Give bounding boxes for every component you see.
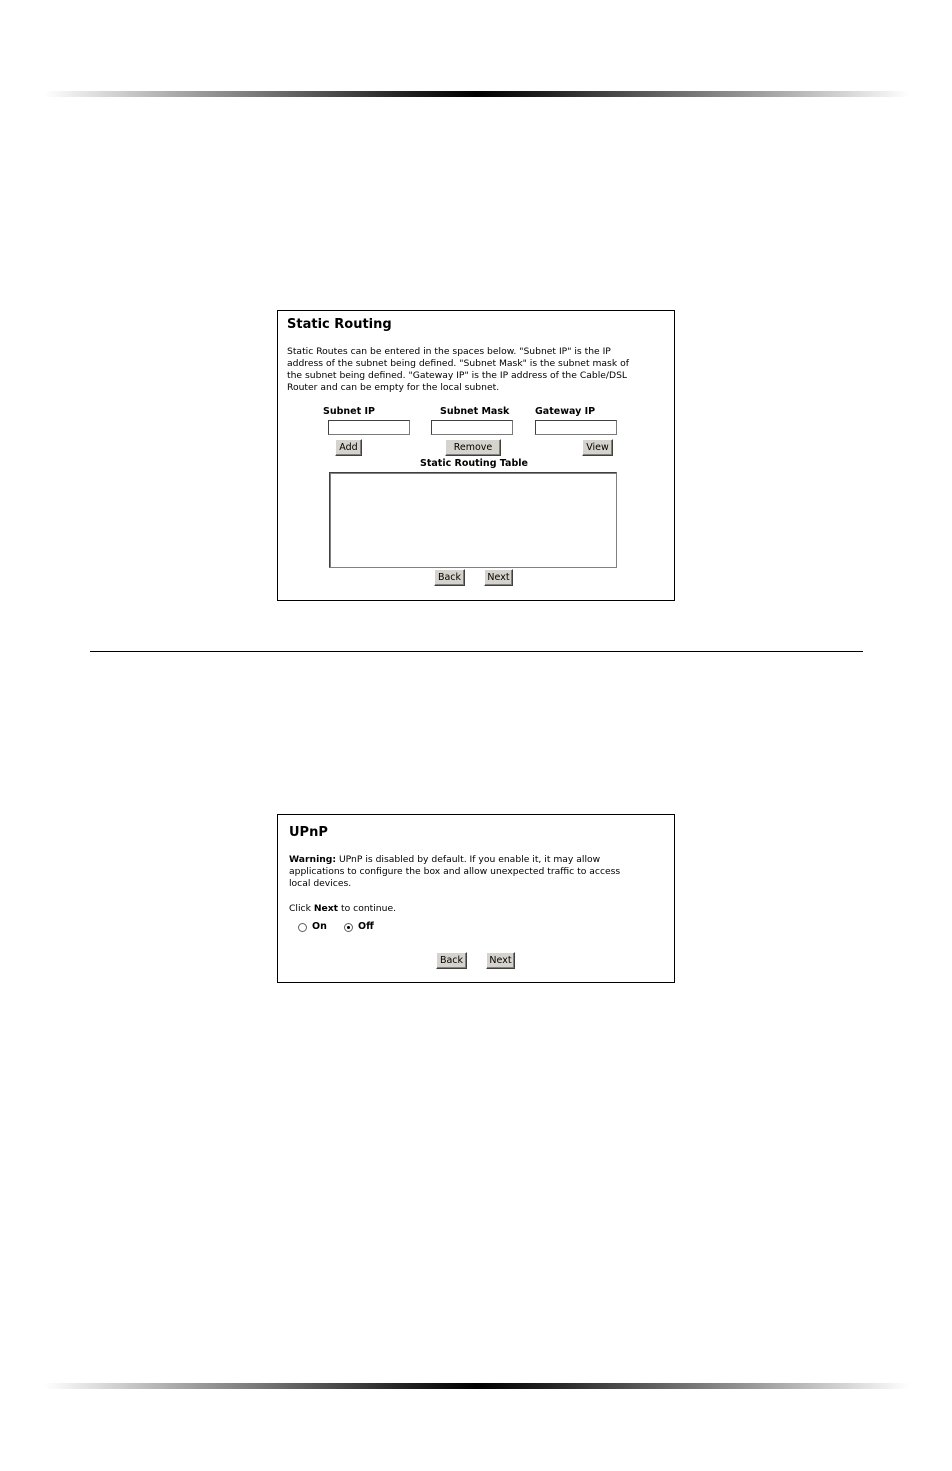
top-decorative-bar (44, 91, 910, 97)
upnp-warning-line-1 (289, 854, 600, 866)
bottom-decorative-bar (44, 1383, 910, 1389)
static-routing-description-line-4: Router and can be empty for the local subnet. (287, 382, 500, 393)
static-routing-panel (277, 310, 675, 601)
remove-button[interactable]: Remove (445, 439, 501, 456)
section-divider (90, 651, 863, 652)
static-routing-title: Static Routing (287, 317, 392, 332)
view-button[interactable]: View (582, 439, 613, 456)
upnp-warning-line-2: applications to configure the box and allow unexpected traffic to access (289, 866, 621, 877)
upnp-warning-bold: Warning: (289, 854, 337, 865)
subnet-mask-input[interactable] (431, 420, 513, 435)
upnp-title: UPnP (289, 825, 328, 840)
upnp-on-radio[interactable] (298, 923, 307, 932)
subnet-mask-label: Subnet Mask (440, 406, 510, 417)
upnp-on-label: On (312, 921, 327, 932)
upnp-warning-line-3: local devices. (289, 878, 352, 889)
next-button[interactable]: Next (484, 569, 513, 586)
static-routing-table-label: Static Routing Table (420, 458, 528, 469)
static-routing-description-line-1: Static Routes can be entered in the spaces below. "Subnet IP" is the IP (287, 346, 611, 357)
click-suffix: to continue. (338, 903, 397, 914)
static-routing-table-listbox[interactable] (329, 472, 617, 568)
static-routing-description-line-2: address of the subnet being defined. "Subnet Mask" is the subnet mask of (287, 358, 629, 369)
upnp-panel (277, 814, 675, 983)
back-button[interactable]: Back (434, 569, 465, 586)
upnp-warning-text: UPnP is disabled by default. If you enable it, it may allow (336, 854, 601, 865)
upnp-back-button[interactable]: Back (436, 952, 467, 969)
upnp-off-radio[interactable] (344, 923, 353, 932)
upnp-next-button[interactable]: Next (486, 952, 515, 969)
subnet-ip-input[interactable] (328, 420, 410, 435)
gateway-ip-label: Gateway IP (535, 406, 596, 417)
subnet-ip-label: Subnet IP (323, 406, 375, 417)
upnp-off-label: Off (358, 921, 374, 932)
gateway-ip-input[interactable] (535, 420, 617, 435)
upnp-click-next-text (289, 903, 396, 915)
add-button[interactable]: Add (335, 439, 362, 456)
click-prefix: Click (289, 903, 314, 914)
static-routing-description-line-3: the subnet being defined. "Gateway IP" is the IP address of the Cable/DSL (287, 370, 628, 381)
click-next-bold: Next (313, 903, 339, 914)
